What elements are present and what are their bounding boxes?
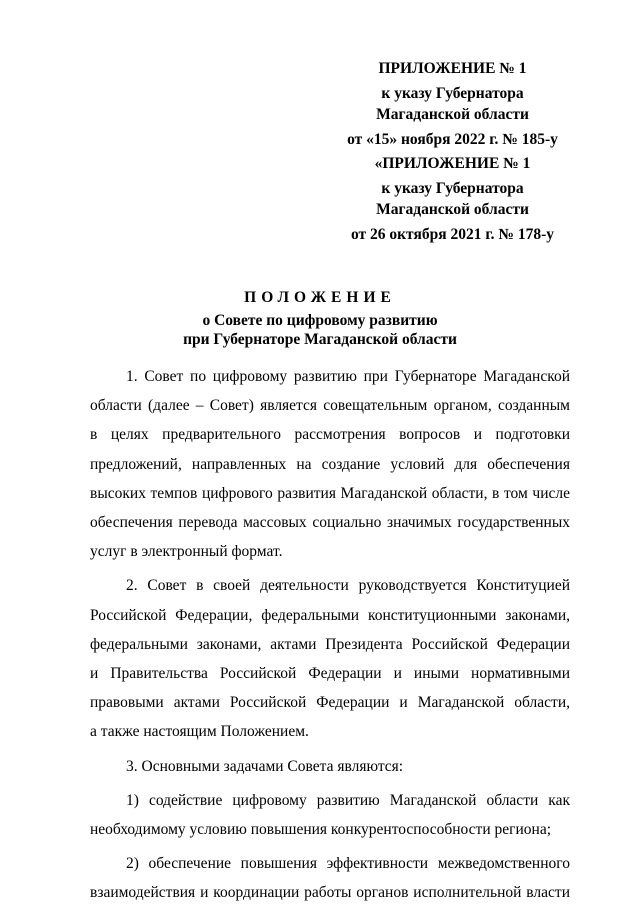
appendix-decree-ref: к указу Губернатора [381,180,524,197]
text-line: области (далее – Совет) является совещательным органом, созданным [90,397,570,415]
text-line: и Правительства Российской Федерации и иными нормативными [90,665,570,683]
appendix-header-previous [330,153,575,245]
appendix-region: Магаданской области [376,106,529,123]
text-line: 2. Совет в своей деятельности руководствуется Конституцией [126,577,570,595]
appendix-number: ПРИЛОЖЕНИЕ № 1 [378,60,527,77]
appendix-region: Магаданской области [376,201,529,218]
document-body [90,362,570,908]
document-title-block [80,287,560,349]
text-line: федеральными законами, актами Президента Российской Федерации [90,635,570,653]
text-line: необходимому условию повышения конкурентоспособности региона; [90,821,552,839]
paragraph-3-item-1 [90,786,570,844]
text-line: Российской Федерации, федеральными конституционными законами, [90,606,570,624]
text-line: 2) обеспечение повышения эффективности межведомственного [126,855,570,873]
text-line: услуг в электронный формат. [90,543,283,561]
document-title: ПОЛОЖЕНИЕ [244,289,396,306]
appendix-decree-ref: к указу Губернатора [381,85,524,102]
appendix-number: «ПРИЛОЖЕНИЕ № 1 [374,155,531,172]
appendix-header-current [330,58,575,150]
text-line: а также настоящим Положением. [90,723,309,741]
text-line: предложений, направленных на создание условий для обеспечения [90,455,570,473]
paragraph-2 [90,571,570,746]
appendix-date-number: от «15» ноября 2022 г. № 185-у [347,131,558,148]
text-line: 1. Совет по цифровому развитию при Губернаторе Магаданской [126,368,570,385]
paragraph-1 [90,362,570,566]
appendix-date-number: от 26 октября 2021 г. № 178-у [350,226,555,243]
paragraph-3-item-2 [90,849,570,907]
text-line: 3. Основными задачами Совета являются: [126,757,404,775]
text-line: высоких темпов цифрового развития Магаданской области, в том числе [90,484,570,502]
document-subtitle-line: о Совете по цифровому развитию [202,312,438,329]
text-line: правовыми актами Российской Федерации и Магаданской области, [90,694,570,712]
paragraph-3 [90,752,570,781]
text-line: взаимодействия и координации работы органов исполнительной власти [90,884,570,902]
text-line: в целях предварительного рассмотрения вопросов и подготовки [90,426,570,444]
text-line: 1) содействие цифровому развитию Магаданской области как [126,791,570,809]
document-subtitle-line: при Губернаторе Магаданской области [183,331,457,348]
text-line: обеспечения перевода массовых социально значимых государственных [90,514,570,532]
